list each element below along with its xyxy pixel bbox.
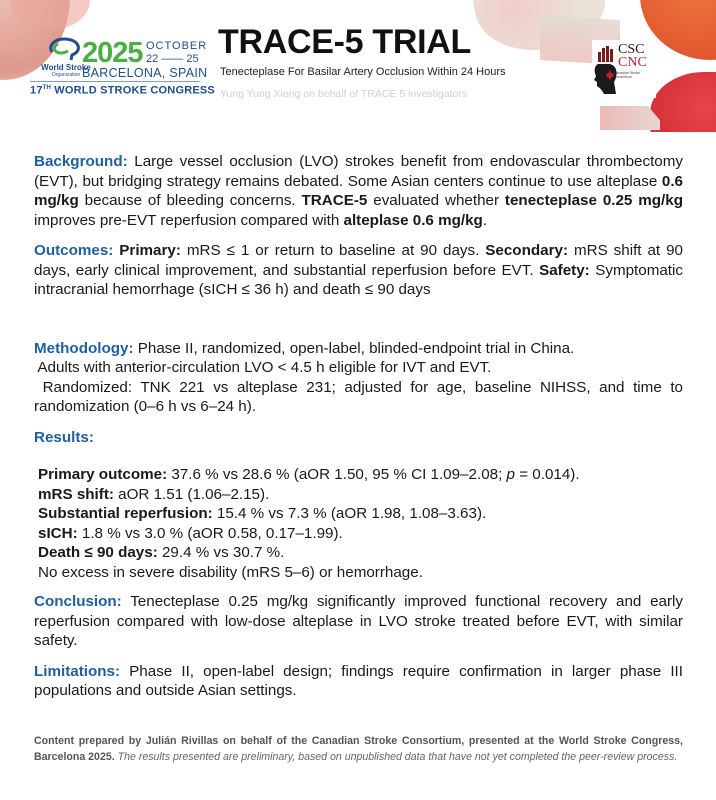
section-outcomes: [34, 241, 683, 300]
outcomes-bold: Primary:: [113, 242, 181, 259]
outcomes-label: Outcomes:: [34, 242, 114, 259]
csc-line2: CNC: [618, 55, 647, 70]
section-conclusion: [34, 592, 683, 651]
result-label: Substantial reperfusion:: [38, 505, 213, 522]
authors-line: Yung Yung Xiong on behalf of TRACE 5 investigators: [220, 88, 468, 100]
conclusion-text: Tenecteplase 0.25 mg/kg significantly improved functional recovery and early reperfusion compared with low-dose alteplase in LVO stroke treated before EVT, with similar safety.: [34, 593, 683, 649]
footer-disclaimer-text: The results presented are preliminary, based on unpublished data that have not yet completed the peer-review process.: [114, 751, 678, 763]
congress-dates: 22 —— 25: [146, 53, 199, 65]
result-item: [38, 485, 683, 505]
silhouette-icon: [592, 44, 618, 96]
result-label: Primary outcome:: [38, 466, 168, 483]
result-item: [38, 543, 683, 563]
footer-credit: Content prepared by Julián Rivillas on behalf of the Canadian Stroke Consortium, presented at the World Stroke Congress, Barcelona 2025.: [34, 735, 683, 763]
conclusion-label: Conclusion:: [34, 593, 122, 610]
result-item: [38, 524, 683, 544]
congress-ordinal-suffix: TH: [42, 85, 52, 91]
summary-content: [34, 152, 688, 701]
result-item: [38, 563, 683, 583]
outcomes-text: mRS shift at 90 days, early clinical improvement, and substantial reperfusion before EVT.: [34, 242, 683, 279]
methodology-line: Adults with anterior-circulation LVO < 4.5 h eligible for IVT and EVT.: [34, 359, 492, 376]
background-text: .: [482, 211, 488, 229]
results-label: Results:: [34, 428, 94, 446]
page-title: TRACE-5 TRIAL: [218, 23, 471, 61]
methodology-label: Methodology:: [34, 339, 134, 357]
outcomes-bold: Secondary:: [485, 242, 568, 259]
org-name: World Stroke: [41, 63, 91, 72]
result-text: 15.4 % vs 7.3 % (aOR 1.98, 1.08–3.63).: [212, 505, 487, 522]
section-methodology: [34, 339, 688, 417]
result-label: Death ≤ 90 days:: [38, 544, 158, 561]
result-label: sICH:: [38, 524, 78, 542]
csc-logo-text: [618, 43, 647, 69]
page-subtitle: Tenecteplase For Basilar Artery Occlusion Within 24 Hours: [220, 66, 506, 78]
congress-year: 2025: [82, 37, 143, 69]
methodology-line: Randomized: TNK 221 vs alteplase 231; adjusted for age, baseline NIHSS, and time to randomization (0–6 h vs 6–24 h).: [34, 378, 688, 415]
result-item: [38, 465, 683, 485]
result-text: = 0.014).: [514, 466, 580, 483]
outcomes-bold: Safety:: [539, 261, 590, 279]
background-bold: 0.6 mg/kg: [34, 172, 683, 209]
header-banner: [0, 0, 716, 132]
congress-city: BARCELONA, SPAIN: [82, 66, 208, 80]
limitations-text: Phase II, open-label design; findings require confirmation in larger phase III populations and outside Asian settings.: [34, 662, 683, 699]
canadian-stroke-consortium-logo: [592, 40, 656, 98]
result-text: 37.6 % vs 28.6 % (aOR 1.50, 95 % CI 1.09–2.08;: [167, 466, 507, 483]
background-text: Large vessel occlusion (LVO) strokes benefit from endovascular thrombectomy (EVT), but bridging strategy remains debated. Some Asian centers continue to use alteplase: [34, 153, 683, 190]
csc-line1: CSC: [618, 42, 645, 57]
result-item: [38, 504, 683, 524]
section-results: [34, 428, 683, 583]
congress-month: OCTOBER: [146, 40, 208, 52]
result-text: 29.4 % vs 30.7 %.: [157, 544, 285, 561]
outcomes-text: Symptomatic intracranial hemorrhage (sICH ≤ 36 h) and death ≤ 90 days: [34, 261, 683, 298]
result-text: 1.8 % vs 3.0 % (aOR 0.58, 0.17–1.99).: [77, 524, 343, 542]
section-background: [34, 152, 683, 230]
outcomes-text: mRS ≤ 1 or return to baseline at 90 days.: [180, 242, 486, 259]
org-sub: Organization: [51, 72, 81, 78]
background-bold: TRACE-5: [301, 192, 368, 209]
csc-small-text: Canadian Stroke Consortium: [614, 71, 641, 79]
background-bold: tenecteplase 0.25 mg/kg: [504, 192, 683, 209]
result-text: aOR 1.51 (1.06–2.15).: [113, 485, 270, 503]
results-list: [34, 465, 683, 582]
limitations-label: Limitations:: [34, 662, 121, 680]
result-text: No excess in severe disability (mRS 5–6) or hemorrhage.: [38, 563, 423, 581]
methodology-line: [34, 339, 683, 359]
footer-disclaimer: [34, 733, 683, 765]
background-text: because of bleeding concerns.: [78, 192, 302, 209]
background-label: Background:: [34, 153, 128, 170]
background-text: evaluated whether: [367, 192, 505, 209]
result-italic: p: [506, 466, 515, 483]
congress-ordinal: 17: [30, 84, 43, 97]
congress-name-text: WORLD STROKE CONGRESS: [51, 84, 215, 97]
section-limitations: [34, 662, 683, 701]
background-bold: alteplase 0.6 mg/kg: [343, 211, 483, 229]
methodology-text: Phase II, randomized, open-label, blinded-endpoint trial in China.: [133, 339, 575, 357]
congress-name: [30, 82, 215, 97]
result-label: mRS shift:: [38, 485, 114, 503]
background-text: improves pre-EVT reperfusion compared with: [34, 211, 344, 229]
